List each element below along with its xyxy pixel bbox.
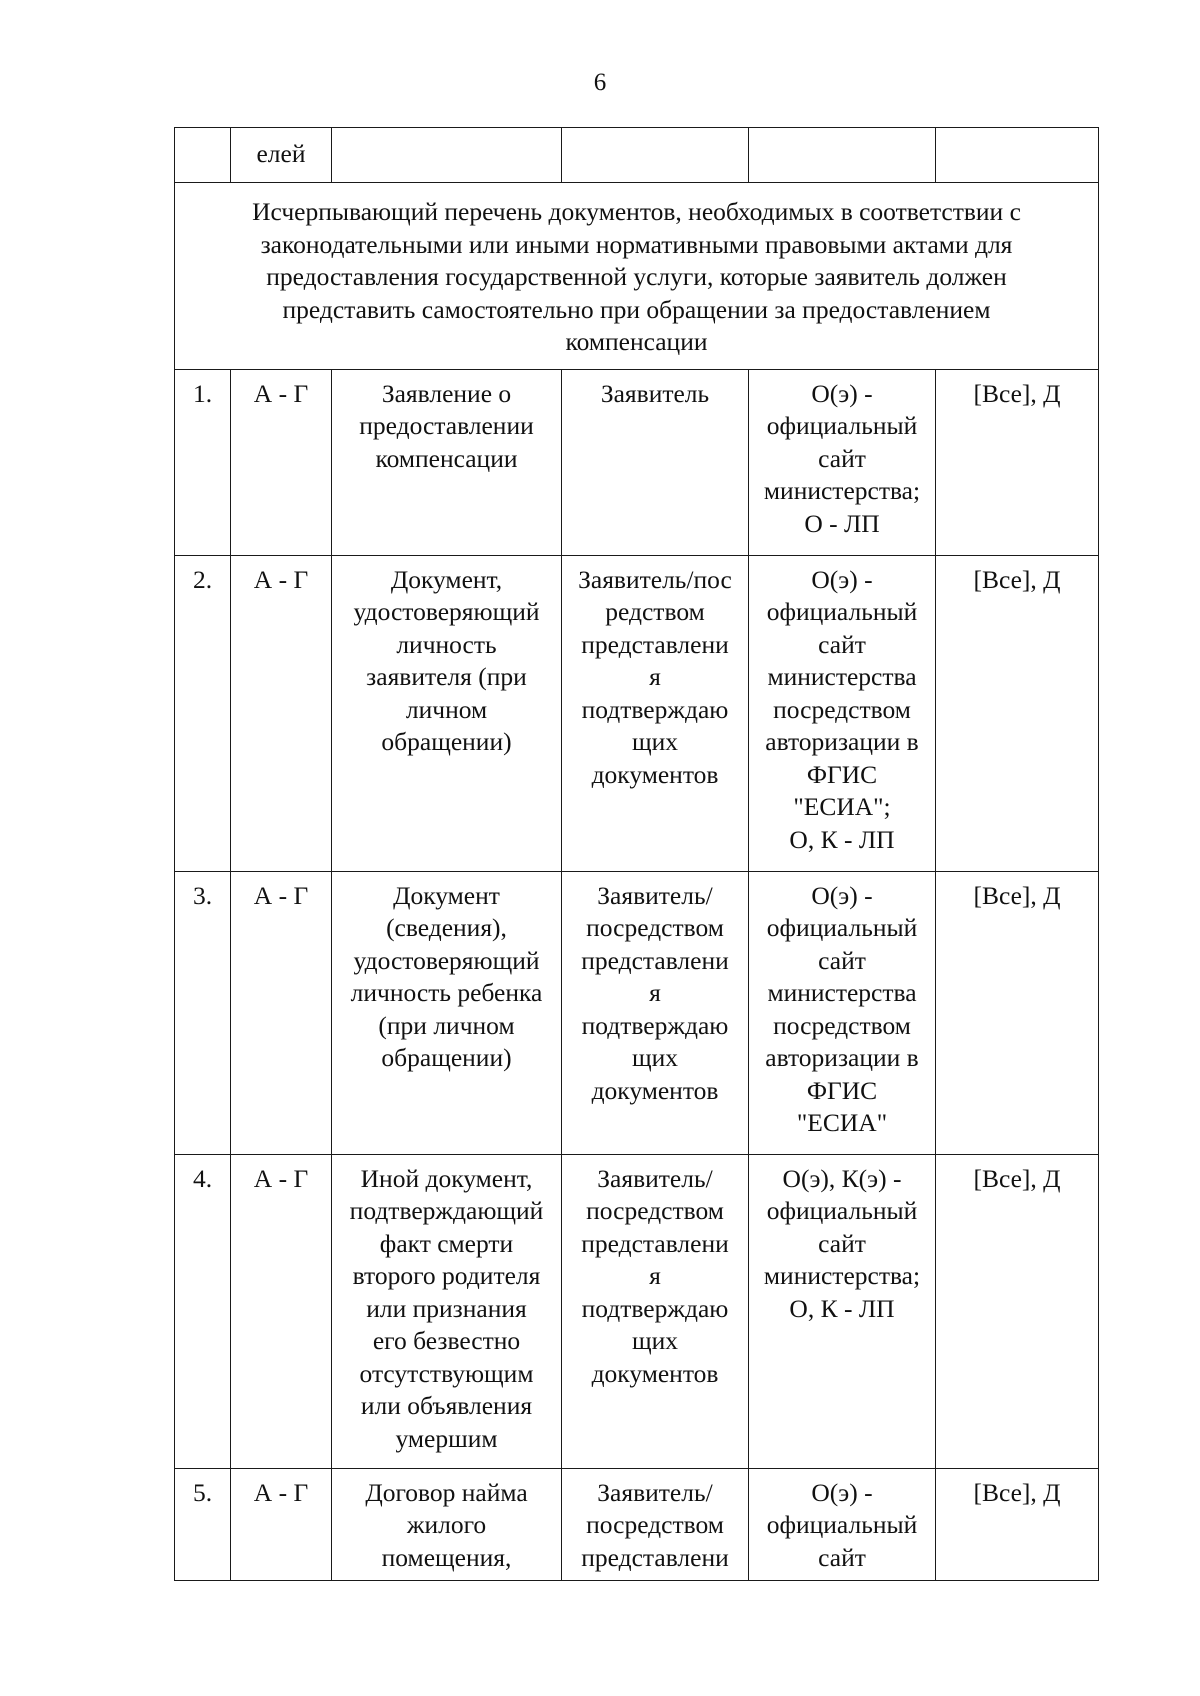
cell-line: официальный [766, 1510, 918, 1539]
section-header-row [175, 183, 1099, 370]
row-submitter [562, 555, 749, 871]
cell-line: О - ЛП [804, 508, 880, 538]
cell-line: документов [591, 759, 719, 789]
cell-line: официальный [766, 913, 918, 942]
cell-line: Иной документ, [360, 1163, 533, 1193]
cell-line: Заявление о [381, 378, 512, 408]
cell-line: Заявитель [600, 378, 710, 408]
row-method [749, 555, 936, 871]
cell-line: министерства; [763, 476, 921, 505]
cell-line: посредством [586, 1196, 724, 1225]
cell-line: (сведения), [386, 913, 507, 942]
documents-table [174, 127, 1099, 1581]
table-row [175, 1154, 1099, 1468]
cell-line: посредством [586, 1510, 724, 1539]
row-submitter [562, 1154, 749, 1468]
cell-line: представлени [581, 945, 729, 975]
row-method [749, 871, 936, 1154]
table-cell [936, 128, 1099, 183]
cell-line: О, К - ЛП [789, 1293, 895, 1323]
cell-line: личном [405, 694, 488, 724]
cell-line: авторизации в [765, 1043, 919, 1072]
cell-line: министерства [767, 662, 917, 691]
table-row [175, 1468, 1099, 1581]
table-cell [562, 128, 749, 183]
cell-line: сайт [818, 945, 866, 975]
row-access: [Все], Д [936, 871, 1099, 1154]
table-cell: елей [231, 128, 332, 183]
cell-line: факт смерти [379, 1228, 514, 1258]
row-document [332, 871, 562, 1154]
cell-line: официальный [766, 411, 918, 440]
cell-line: министерства; [763, 1261, 921, 1290]
cell-line: (при личном [378, 1010, 515, 1040]
row-access: [Все], Д [936, 1154, 1099, 1468]
section-header-line: законодательными или иными нормативными правовыми актами для [260, 229, 1013, 259]
cell-line: представлени [581, 629, 729, 659]
cell-line: ФГИС [806, 759, 878, 789]
section-header-line: Исчерпывающий перечень документов, необходимых в соответствии с [252, 197, 1021, 226]
table-row [175, 555, 1099, 871]
cell-line: компенсации [375, 443, 518, 473]
row-category: А - Г [231, 369, 332, 555]
cell-line: О(э) - [811, 378, 873, 408]
cell-line: "ЕСИА"; [793, 792, 891, 821]
cell-line: документов [591, 1358, 719, 1388]
row-number: 3. [175, 871, 231, 1154]
row-method [749, 1468, 936, 1581]
cell-line: официальный [766, 1196, 918, 1225]
cell-line: удостоверяющий [353, 945, 540, 975]
cell-line: представлени [581, 1228, 729, 1258]
row-number: 5. [175, 1468, 231, 1581]
cell-line: О(э) - [811, 1477, 873, 1507]
cell-line: обращении) [381, 1043, 512, 1072]
table-row [175, 369, 1099, 555]
table-cell [749, 128, 936, 183]
cell-line: подтверждаю [581, 1010, 729, 1040]
cell-line: посредством [773, 694, 911, 724]
row-access: [Все], Д [936, 1468, 1099, 1581]
cell-line: я [649, 978, 661, 1007]
cell-line: предоставлении [359, 411, 534, 440]
row-access: [Все], Д [936, 369, 1099, 555]
cell-line: второго родителя [352, 1261, 541, 1290]
row-category: А - Г [231, 1154, 332, 1468]
cell-line: Заявитель/пос [578, 564, 732, 594]
cell-line: О(э), К(э) - [782, 1163, 902, 1193]
cell-line: О(э) - [811, 880, 873, 910]
cell-line: представлени [581, 1542, 729, 1572]
cell-line: щих [631, 1326, 679, 1355]
cell-line: сайт [818, 1228, 866, 1258]
cell-line: подтверждаю [581, 1293, 729, 1323]
cell-line: заявителя (при [366, 662, 527, 691]
cell-line: я [649, 662, 661, 691]
section-header-line: предоставления государственной услуги, которые заявитель должен [266, 262, 1007, 291]
cell-line: "ЕСИА" [796, 1108, 888, 1137]
cell-line: редством [605, 597, 705, 626]
row-number: 1. [175, 369, 231, 555]
cell-line: или признания [366, 1293, 527, 1323]
row-category: А - Г [231, 871, 332, 1154]
cell-line: или объявления [360, 1391, 533, 1420]
cell-line: щих [631, 1043, 679, 1072]
row-category: А - Г [231, 1468, 332, 1581]
cell-line: сайт [818, 629, 866, 659]
cell-line: Заявитель/ [597, 880, 713, 910]
cell-line: Заявитель/ [597, 1163, 713, 1193]
cell-line: ФГИС [806, 1075, 878, 1105]
cell-line: Заявитель/ [597, 1477, 713, 1507]
row-submitter [562, 369, 749, 555]
cell-line: подтверждаю [581, 694, 729, 724]
cell-line: посредством [586, 913, 724, 942]
row-document [332, 369, 562, 555]
table-row [175, 871, 1099, 1154]
row-document [332, 555, 562, 871]
row-document [332, 1154, 562, 1468]
section-header [175, 183, 1099, 370]
cell-line: посредством [773, 1010, 911, 1040]
row-submitter [562, 1468, 749, 1581]
cell-line: О(э) - [811, 564, 873, 594]
cell-line: отсутствующим [359, 1358, 534, 1388]
cell-line: сайт [818, 1542, 866, 1572]
cell-line: его безвестно [372, 1326, 521, 1355]
row-number: 2. [175, 555, 231, 871]
row-submitter [562, 871, 749, 1154]
section-header-line: компенсации [565, 327, 708, 356]
cell-line: сайт [818, 443, 866, 473]
cell-line: помещения, [381, 1542, 512, 1572]
cell-line: обращении) [381, 727, 512, 756]
row-document [332, 1468, 562, 1581]
continuation-row [175, 128, 1099, 183]
row-method [749, 1154, 936, 1468]
cell-line: личность ребенка [350, 978, 543, 1007]
cell-line: официальный [766, 597, 918, 626]
cell-line: умершим [395, 1423, 498, 1453]
cell-line: Документ, [390, 564, 503, 594]
cell-line: О, К - ЛП [789, 824, 895, 854]
cell-line: подтверждающий [349, 1196, 544, 1225]
row-method [749, 369, 936, 555]
cell-line: щих [631, 727, 679, 756]
page-number: 6 [593, 69, 607, 96]
cell-line: документов [591, 1075, 719, 1105]
table-cell [175, 128, 231, 183]
row-access: [Все], Д [936, 555, 1099, 871]
row-category: А - Г [231, 555, 332, 871]
row-number: 4. [175, 1154, 231, 1468]
section-header-line: представить самостоятельно при обращении за предоставлением [282, 294, 991, 324]
cell-line: жилого [406, 1510, 487, 1539]
cell-line: удостоверяющий [353, 597, 540, 626]
cell-line: личность [396, 629, 497, 659]
cell-line: министерства [767, 978, 917, 1007]
cell-line: я [649, 1261, 661, 1290]
cell-line: Договор найма [365, 1477, 528, 1507]
cell-line: Документ [393, 880, 500, 910]
cell-line: авторизации в [765, 727, 919, 756]
table-cell [332, 128, 562, 183]
